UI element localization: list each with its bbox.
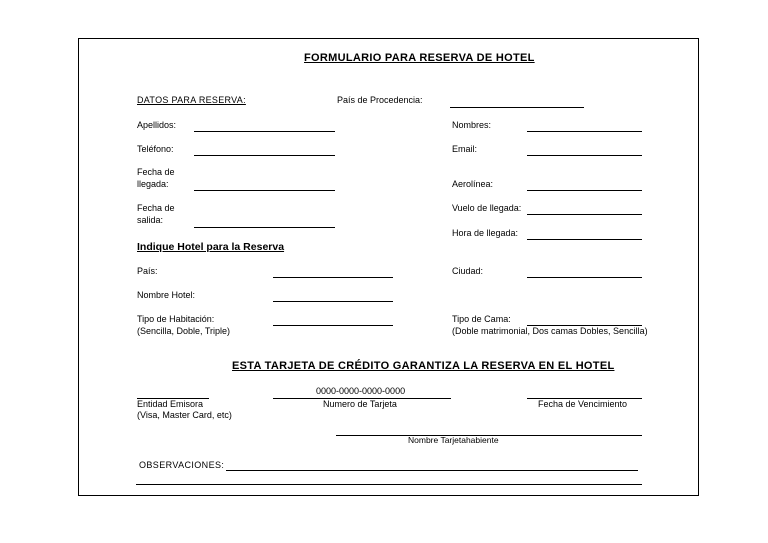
- tipo-habitacion-label: Tipo de Habitación:: [137, 314, 215, 324]
- titular-label: Nombre Tarjetahabiente: [408, 435, 499, 445]
- tipo-habitacion-field[interactable]: [273, 325, 393, 326]
- aerolinea-field[interactable]: [527, 190, 642, 191]
- fecha-salida-field[interactable]: [194, 227, 335, 228]
- pais-label: País:: [137, 266, 158, 276]
- telefono-field[interactable]: [194, 155, 335, 156]
- fecha-salida-label-1: Fecha de: [137, 203, 175, 213]
- hora-llegada-label: Hora de llegada:: [452, 228, 519, 238]
- ciudad-field[interactable]: [527, 277, 642, 278]
- nombres-field[interactable]: [527, 131, 642, 132]
- hotel-section-title: Indique Hotel para la Reserva: [137, 241, 285, 253]
- fecha-llegada-field[interactable]: [194, 190, 335, 191]
- email-field[interactable]: [527, 155, 642, 156]
- datos-reserva-label: DATOS PARA RESERVA:: [137, 95, 246, 105]
- pais-procedencia-label: País de Procedencia:: [337, 95, 423, 105]
- vuelo-llegada-field[interactable]: [527, 214, 642, 215]
- card-section-title: ESTA TARJETA DE CRÉDITO GARANTIZA LA RESERVA EN EL HOTEL: [232, 360, 615, 372]
- tipo-cama-field[interactable]: [527, 325, 642, 326]
- observaciones-field-2[interactable]: [136, 484, 642, 485]
- form-title: FORMULARIO PARA RESERVA DE HOTEL: [304, 52, 535, 64]
- entidad-options: (Visa, Master Card, etc): [137, 410, 232, 420]
- tipo-habitacion-options: (Sencilla, Doble, Triple): [137, 326, 231, 336]
- hora-llegada-field[interactable]: [527, 239, 642, 240]
- pais-field[interactable]: [273, 277, 393, 278]
- observaciones-label: OBSERVACIONES:: [139, 460, 225, 470]
- fecha-llegada-label-1: Fecha de: [137, 167, 175, 177]
- nombres-label: Nombres:: [452, 120, 492, 130]
- telefono-label: Teléfono:: [137, 144, 174, 154]
- fecha-salida-label-2: salida:: [137, 215, 164, 225]
- email-label: Email:: [452, 144, 478, 154]
- tipo-cama-options: (Doble matrimonial, Dos camas Dobles, Sencilla): [452, 326, 648, 336]
- vuelo-llegada-label: Vuelo de llegada:: [452, 203, 522, 213]
- card-number-value: 0000-0000-0000-0000: [316, 386, 406, 396]
- apellidos-label: Apellidos:: [137, 120, 177, 130]
- entidad-label: Entidad Emisora: [137, 399, 204, 409]
- form-frame: [78, 38, 699, 496]
- fecha-llegada-label-2: llegada:: [137, 179, 169, 189]
- apellidos-field[interactable]: [194, 131, 335, 132]
- aerolinea-label: Aerolínea:: [452, 179, 494, 189]
- nombre-hotel-label: Nombre Hotel:: [137, 290, 196, 300]
- tipo-cama-label: Tipo de Cama:: [452, 314, 511, 324]
- card-number-label: Numero de Tarjeta: [323, 399, 397, 409]
- observaciones-field-1[interactable]: [226, 470, 638, 471]
- pais-procedencia-field[interactable]: [450, 107, 584, 108]
- nombre-hotel-field[interactable]: [273, 301, 393, 302]
- vencimiento-label: Fecha de Vencimiento: [538, 399, 628, 409]
- ciudad-label: Ciudad:: [452, 266, 484, 276]
